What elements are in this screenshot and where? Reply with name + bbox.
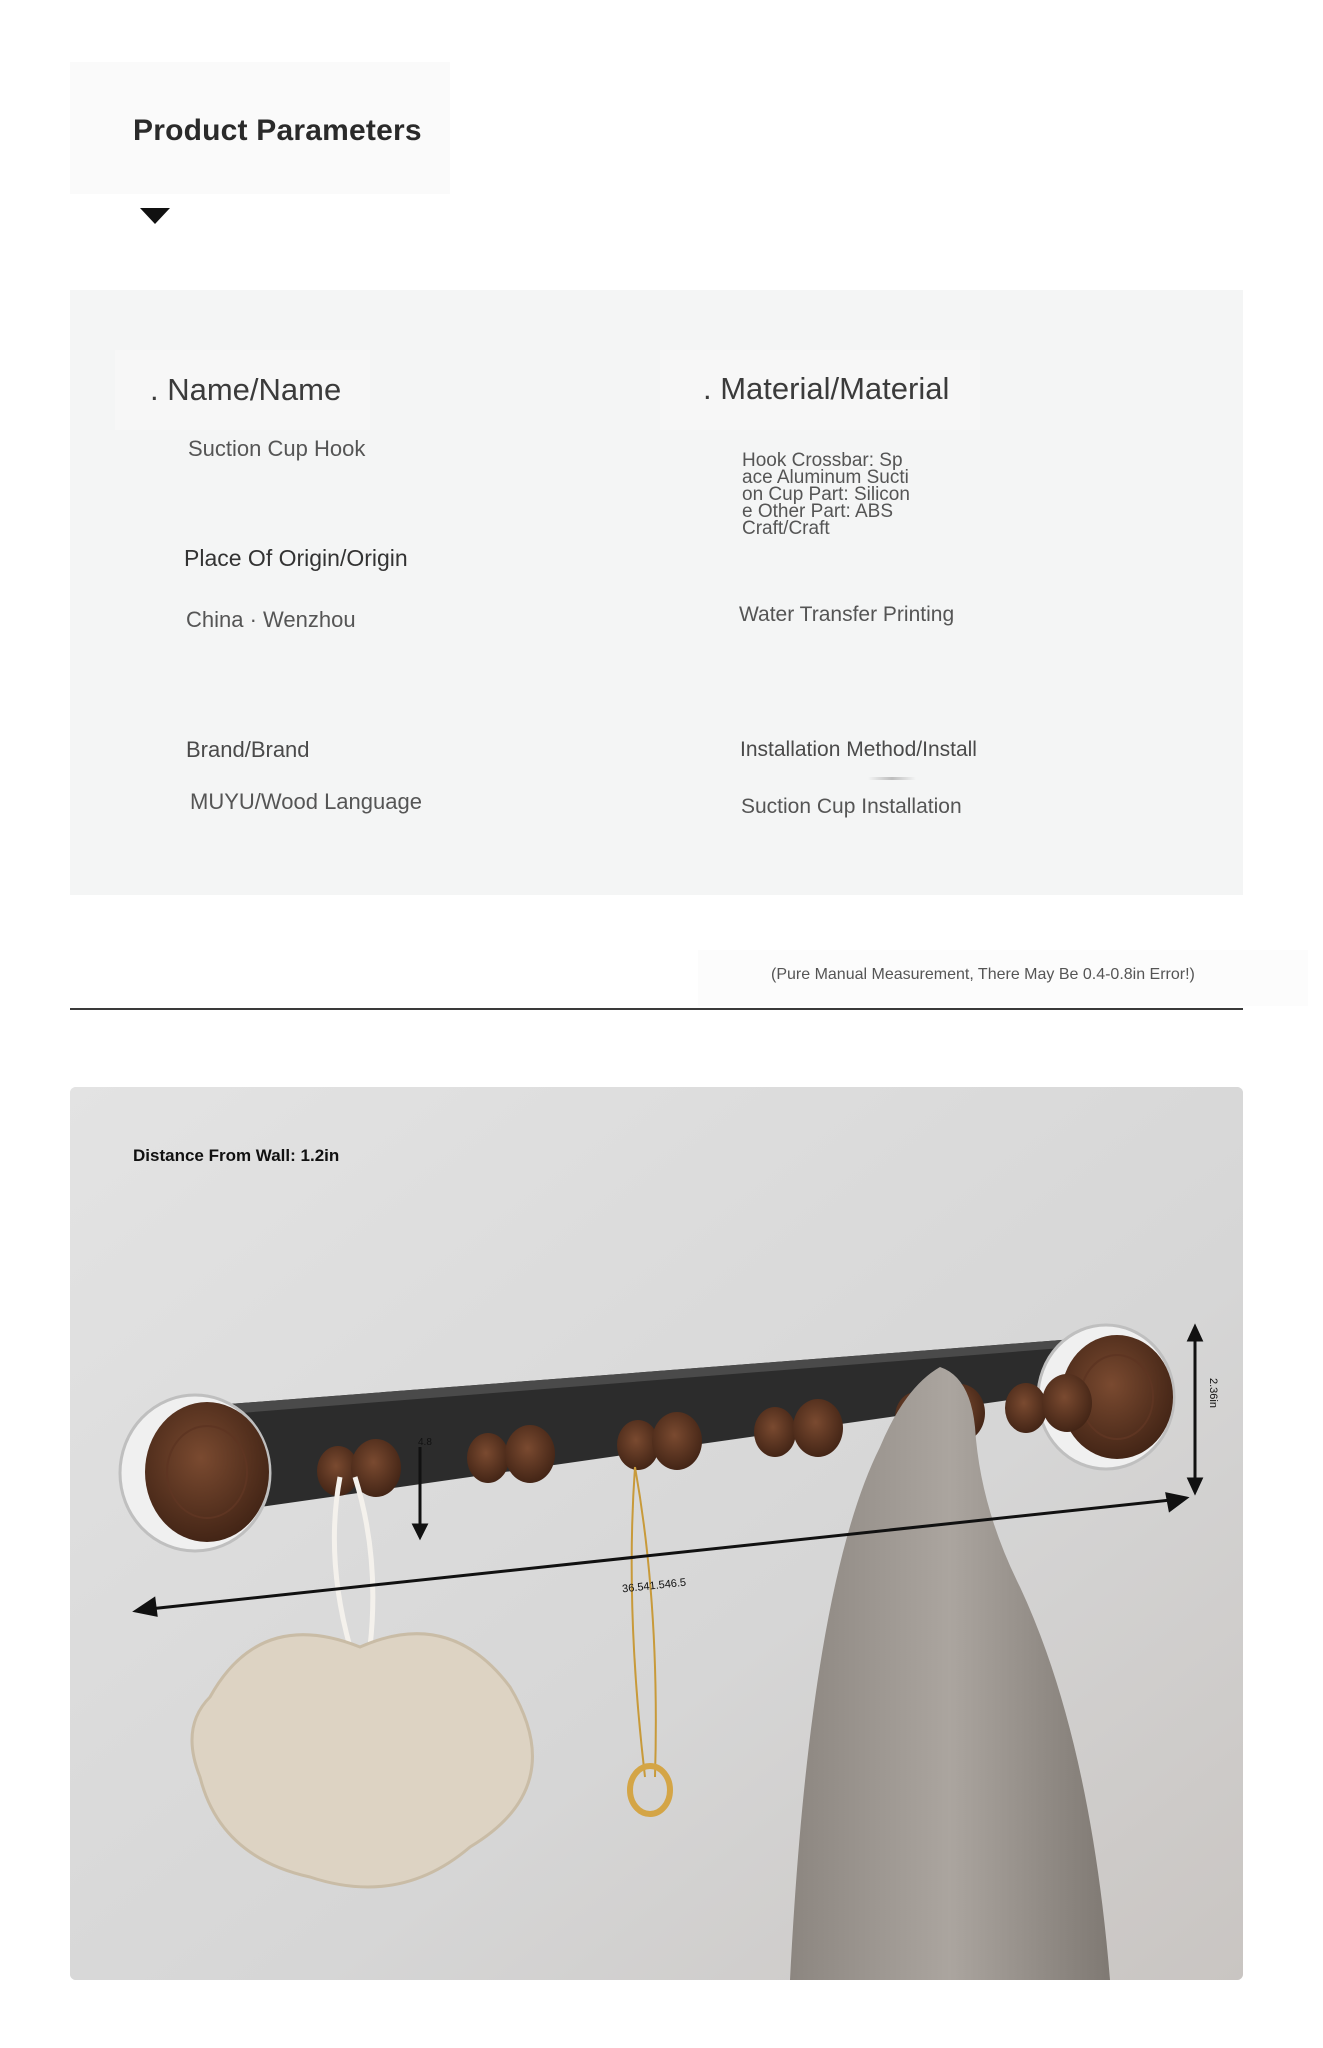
section-divider: [70, 1008, 1243, 1010]
product-illustration: [70, 1087, 1243, 1980]
install-value: Suction Cup Installation: [741, 795, 962, 818]
craft-value: Water Transfer Printing: [739, 603, 955, 626]
wall-distance-label: Distance From Wall: 1.2in: [133, 1146, 340, 1165]
measurement-note: (Pure Manual Measurement, There May Be 0.4-0.8in Error!): [771, 966, 1195, 983]
product-photo: [70, 1087, 1243, 1980]
material-value: Hook Crossbar: Space Aluminum Suction Cup Part: Silicone Other Part: ABS Craft/Craft: [742, 450, 910, 539]
material-label: . Material/Material: [703, 371, 950, 406]
origin-label: Place Of Origin/Origin: [184, 545, 408, 571]
decorative-dash: [868, 777, 916, 780]
brand-label: Brand/Brand: [186, 737, 310, 762]
height-dimension-label: 2.36in: [1206, 1378, 1219, 1408]
page-title: Product Parameters: [133, 114, 422, 147]
name-label: . Name/Name: [150, 372, 342, 407]
name-value: Suction Cup Hook: [188, 436, 366, 461]
origin-value: China · Wenzhou: [186, 607, 356, 632]
install-label: Installation Method/Install: [740, 738, 977, 761]
length-dimension-label: 36.541.546.5: [621, 1576, 687, 1596]
hook-depth-label: 4.8: [418, 1437, 432, 1448]
triangle-down-icon: [140, 208, 170, 224]
left-wood-cap: [145, 1402, 269, 1542]
brand-value: MUYU/Wood Language: [190, 789, 422, 814]
